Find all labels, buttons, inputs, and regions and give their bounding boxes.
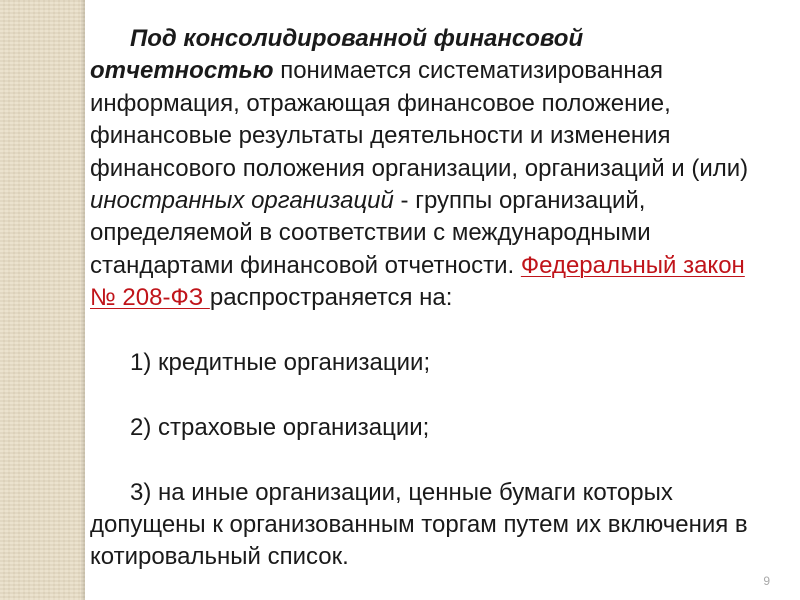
list-item: 2) страховые организации; — [130, 413, 430, 441]
list-item: 1) кредитные организации; — [130, 349, 431, 377]
decorative-side-strip — [0, 0, 85, 600]
definition-text-continued: - группы организаций, определяемой в соответствии с международными стандартами финансовой отчетности. — [90, 187, 651, 279]
definition-paragraph — [90, 23, 765, 315]
defined-term: Под консолидированной финансовой отчетностью — [90, 25, 584, 85]
list-item: 3) на иные организации, ценные бумаги которых допущены к организованным торгам путем их включения в котировальный список. — [90, 478, 748, 571]
law-link[interactable]: Федеральный закон № 208-ФЗ — [90, 251, 745, 312]
definition-text: понимается систематизированная информация, отражающая финансовое положение, финансовые результаты деятельности и изменения финансового положения организации, организаций и (или) — [90, 57, 749, 182]
definition-text-end: распространяется на: — [209, 284, 453, 312]
page-number: 9 — [763, 574, 770, 588]
slide-content — [90, 23, 765, 574]
italic-term: иностранных организаций — [90, 187, 394, 215]
